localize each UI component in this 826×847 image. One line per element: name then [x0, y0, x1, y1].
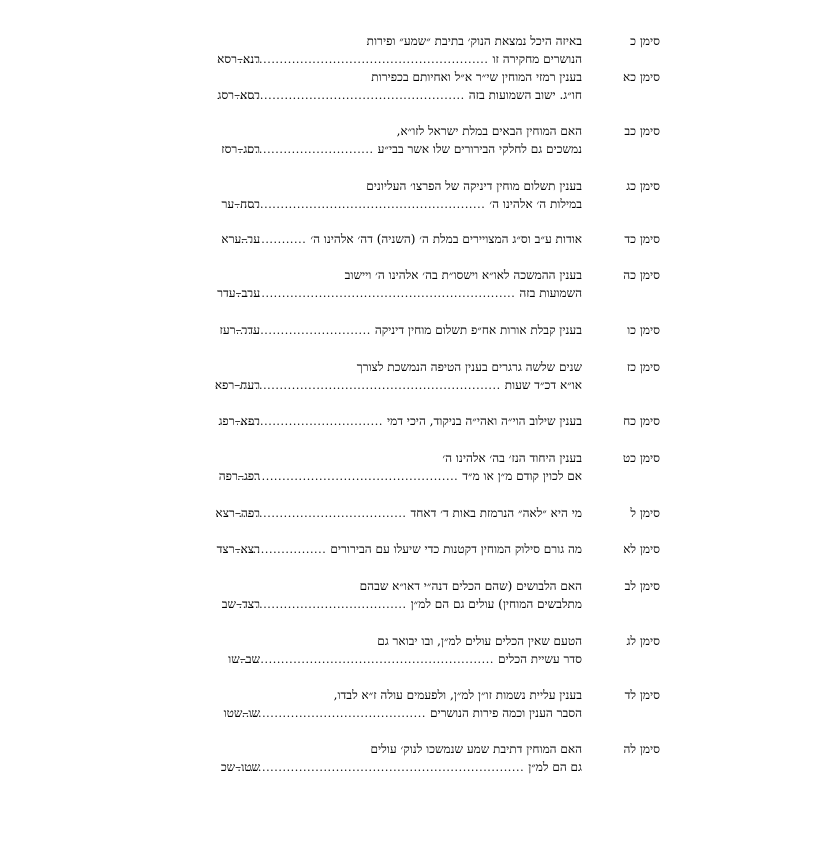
- toc-entry-title: [237, 358, 582, 395]
- dot-leader: [237, 196, 485, 214]
- toc-title-line: [237, 449, 582, 467]
- toc-title-line: [237, 467, 582, 486]
- dot-leader: [237, 759, 524, 777]
- toc-title-line: [237, 50, 582, 69]
- toc-entry-label: סימן לא: [623, 542, 660, 556]
- toc-title-text: בענין היחוד הנז׳ בה׳ אלהינו ה׳: [442, 451, 582, 465]
- toc-title-text: הטעם שאין הכלים עולים למ״ן, ובו יבואר גם: [377, 634, 582, 648]
- toc-page-range: שב–שו: [228, 652, 260, 666]
- toc-entry-title: [237, 577, 582, 614]
- toc-entry-label: סימן כט: [622, 451, 660, 465]
- toc-title-line: [237, 376, 582, 395]
- toc-title-line: [237, 32, 582, 50]
- toc-page-range: רסג–רסז: [221, 142, 260, 156]
- toc-page-range: ערב–עדר: [217, 286, 260, 300]
- toc-title-text: האם המוחין דתיבת שמע שנמשכו לנוק׳ עולים: [370, 742, 582, 756]
- toc-title-text: במילות ה׳ אלהינו ה׳: [489, 197, 582, 211]
- toc-title-line: [237, 686, 582, 704]
- toc-entry-title: [237, 412, 582, 431]
- toc-title-line: [237, 504, 582, 523]
- toc-entry: [150, 122, 660, 158]
- toc-title-line: [237, 266, 582, 284]
- toc-title-text: בענין תשלום מוחין דיניקה של הפרצו׳ העליונים: [366, 179, 582, 193]
- toc-title-text: בענין שילוב הוי״ה ואהי״ה בניקוד, היכי דמי: [386, 414, 582, 428]
- dot-leader: [237, 377, 501, 395]
- toc-title-text: נמשכים גם לחלקי הבירורים שלו אשר בבי״ע: [377, 142, 582, 156]
- toc-page-range: רעח–רפא: [214, 378, 260, 392]
- toc-title-text: או״א דכ״ד שעות: [504, 378, 582, 392]
- toc-entry: [150, 412, 660, 430]
- toc-page-range: רסח–ער: [221, 197, 260, 211]
- toc-page-range: רצד–שב: [221, 597, 260, 611]
- toc-page-range: רנא–רסא: [217, 52, 260, 66]
- toc-title-text: אם לכוין קודם מ״ן או מ״ד: [462, 469, 582, 483]
- toc-title-text: בענין ההמשכה לאו״א וישסו״ת בה׳ אלהינו ה׳ ויישוב: [344, 268, 582, 282]
- toc-entry-title: [237, 740, 582, 777]
- toc-entry: [150, 632, 660, 668]
- toc-entry-label: סימן כה: [623, 268, 660, 282]
- toc-entry: [150, 177, 660, 213]
- toc-title-text: באיזה היכל נמצאת הנוק׳ בתיבת ״שמע״ ופירות: [366, 34, 582, 48]
- toc-title-line: [237, 595, 582, 614]
- toc-entry-title: [237, 321, 582, 340]
- toc-entry: [150, 686, 660, 722]
- toc-entry-label: סימן לג: [626, 634, 660, 648]
- toc-entry-label: סימן לה: [623, 742, 660, 756]
- toc-title-line: [237, 758, 582, 777]
- toc-page-range: רפג–רפה: [218, 469, 260, 483]
- toc-title-line: [237, 632, 582, 650]
- toc-entry-label: סימן ל: [630, 506, 660, 520]
- toc-title-line: [237, 358, 582, 376]
- toc-page-range: רפה–רצא: [215, 506, 260, 520]
- toc-entry-label: סימן כ: [630, 34, 660, 48]
- toc-entry-title: [237, 504, 582, 523]
- toc-page-range: שו–שטו: [223, 706, 260, 720]
- toc-entry-title: [237, 68, 582, 105]
- toc-entry-title: [237, 686, 582, 723]
- toc-entry-title: [237, 230, 582, 249]
- toc-title-line: [237, 140, 582, 159]
- toc-entry: [150, 358, 660, 394]
- toc-entry-label: סימן כו: [627, 323, 660, 337]
- toc-entry-title: [237, 449, 582, 486]
- toc-entry-label: סימן כד: [624, 232, 660, 246]
- toc-entry: [150, 540, 660, 558]
- toc-title-line: [237, 86, 582, 105]
- toc-title-line: [237, 412, 582, 431]
- toc-title-text: גם הם למ״ן: [528, 760, 582, 774]
- toc-entry-label: סימן כז: [626, 360, 660, 374]
- toc-title-text: מי היא ״לאה״ הנרמזת באות ד׳ דאחד: [410, 506, 582, 520]
- toc-entry: [150, 577, 660, 613]
- dot-leader: [237, 505, 407, 523]
- toc-entry: [150, 266, 660, 302]
- dot-leader: [237, 87, 465, 105]
- toc-entry-title: [237, 122, 582, 159]
- toc-entry-title: [237, 32, 582, 69]
- toc-entry-title: [237, 540, 582, 559]
- dot-leader: [237, 651, 494, 669]
- toc-title-line: [237, 177, 582, 195]
- toc-title-text: האם המוחין הבאים במלת ישראל לזו״א,: [396, 124, 582, 138]
- toc-title-line: [237, 68, 582, 86]
- toc-title-line: [237, 230, 582, 249]
- toc-entry: [150, 740, 660, 776]
- toc-entry-label: סימן לב: [624, 579, 660, 593]
- toc-entry-title: [237, 177, 582, 214]
- toc-entry-label: סימן כא: [622, 70, 660, 84]
- dot-leader: [237, 596, 407, 614]
- toc-title-text: מתלבשים המוחין) עולים גם הם למ״ן: [410, 597, 582, 611]
- toc-title-line: [237, 740, 582, 758]
- toc-title-line: [237, 284, 582, 303]
- toc-title-text: הסבר הענין וכמה פירות הנושרים: [429, 706, 582, 720]
- toc-title-line: [237, 321, 582, 340]
- toc-entry-label: סימן כב: [624, 124, 660, 138]
- toc-title-text: הנושרים מחקירה זו: [492, 52, 582, 66]
- toc-title-line: [237, 650, 582, 669]
- dot-leader: [237, 285, 515, 303]
- toc-title-text: האם הלבושים (שהם הכלים דנה״י דאו״א שבהם: [359, 579, 582, 593]
- toc-entry: [150, 504, 660, 522]
- toc-title-line: [237, 540, 582, 559]
- toc-entry-label: סימן לד: [624, 688, 660, 702]
- dot-leader: [237, 51, 488, 69]
- dot-leader: [237, 468, 458, 486]
- toc-page-range: רפא–רפג: [218, 414, 260, 428]
- toc-page-range: עדר–רעז: [219, 323, 260, 337]
- toc-title-line: [237, 195, 582, 214]
- toc-title-text: מה גורם סילוק המוחין דקטנות כדי שיעלו עם הבירורים: [330, 542, 582, 556]
- dot-leader: [237, 705, 426, 723]
- toc-title-text: בענין עליית נשמות זו״ן למ״ן, ולפעמים עולה ז״א לבדו,: [333, 688, 582, 702]
- toc-title-line: [237, 577, 582, 595]
- toc-entry: [150, 68, 660, 104]
- toc-title-line: [237, 122, 582, 140]
- toc-page-range: רצא–רצד: [216, 542, 260, 556]
- toc-title-text: בענין רמזי המוחין שי״ר א״ל ואחיותם בכפירות: [371, 70, 582, 84]
- toc-page-range: ער–ערא: [221, 232, 260, 246]
- toc-title-text: חו״ג. ישוב השמועות בזה: [468, 88, 582, 102]
- toc-title-text: בענין קבלת אורות אח״פ תשלום מוחין דיניקה: [374, 323, 582, 337]
- toc-entry-title: [237, 266, 582, 303]
- toc-entry-label: סימן כח: [623, 414, 660, 428]
- toc-page-range: רסא–רסג: [217, 88, 260, 102]
- toc-entry: [150, 321, 660, 339]
- toc-title-text: אודות ע״ב וס״ג המצויירים במלת ה׳ (השניה) דה׳ אלהינו ה׳: [310, 232, 582, 246]
- toc-page-range: שטו–שכ: [220, 760, 260, 774]
- toc-entry-title: [237, 632, 582, 669]
- toc-entry: [150, 230, 660, 248]
- toc-entry-label: סימן כג: [626, 179, 660, 193]
- toc-title-text: השמועות בזה: [519, 286, 582, 300]
- toc-entry: [150, 32, 660, 68]
- toc-title-line: [237, 704, 582, 723]
- toc-title-text: שנים שלשה גרגרים בענין הטיפה הנמשכת לצורך: [356, 360, 582, 374]
- toc-title-text: סדר עשיית הכלים: [497, 652, 582, 666]
- toc-entry: [150, 449, 660, 485]
